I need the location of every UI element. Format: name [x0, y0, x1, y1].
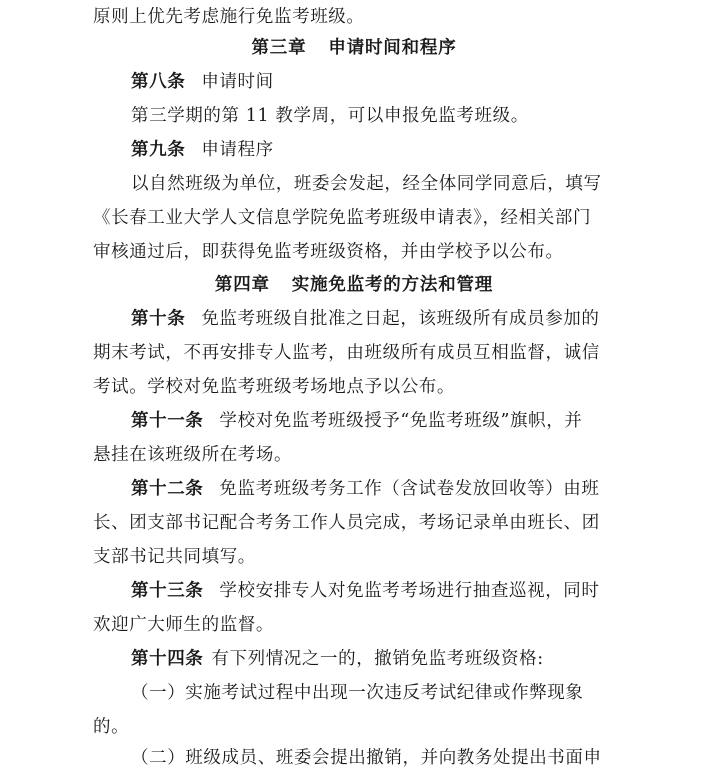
article-12 — [0, 472, 708, 506]
line-text: 以自然班级为单位，班委会发起，经全体同学同意后，填写 — [131, 174, 602, 194]
line-text: 长、团支部书记配合考务工作人员完成，考场记录单由班长、团 — [93, 513, 600, 533]
article-label: 第十一条 — [131, 411, 204, 431]
article-label: 第十条 — [131, 309, 186, 329]
line-text: 有下列情况之一的，撤销免监考班级资格: — [211, 649, 544, 669]
line-text: 考试。学校对免监考班级考场地点予以公布。 — [93, 377, 455, 397]
line-text: （一）实施考试过程中出现一次违反考试纪律或作弊现象 — [131, 683, 584, 703]
line-text: 学校安排专人对免监考考场进行抽查巡视，同时 — [219, 581, 600, 601]
paragraph-line — [0, 370, 708, 404]
line-text: 免监考班级自批准之日起，该班级所有成员参加的 — [201, 309, 600, 329]
paragraph-line — [0, 0, 708, 34]
line-text: 的。 — [93, 717, 130, 737]
line-text: 期末考试，不再安排专人监考，由班级所有成员互相监督，诚信 — [93, 343, 600, 363]
paragraph-line — [0, 506, 708, 540]
chapter-title: 申请时间和程序 — [328, 38, 457, 58]
article-label: 第十三条 — [131, 581, 204, 601]
article-label: 第九条 — [131, 140, 186, 160]
line-text: 申请程序 — [201, 140, 274, 160]
paragraph-line — [0, 741, 708, 775]
article-label: 第八条 — [131, 72, 186, 92]
chapter-heading-4 — [0, 268, 708, 302]
paragraph-line — [0, 676, 708, 710]
article-13 — [0, 574, 708, 608]
line-text: 欢迎广大师生的监督。 — [93, 615, 274, 635]
line-text: 申请时间 — [201, 72, 274, 92]
chapter-number: 第四章 — [214, 275, 270, 295]
article-8-heading — [0, 65, 708, 99]
article-label: 第十二条 — [131, 479, 204, 499]
line-text: 原则上优先考虑施行免监考班级。 — [93, 7, 365, 27]
line-text: 《长春工业大学人文信息学院免监考班级申请表》，经相关部门 — [93, 208, 592, 228]
paragraph-line — [0, 608, 708, 642]
article-11 — [0, 404, 708, 438]
paragraph-line — [0, 540, 708, 574]
article-9-heading — [0, 133, 708, 167]
line-text: 第三学期的第 11 教学周，可以申报免监考班级。 — [131, 106, 529, 126]
line-text: （二）班级成员、班委会提出撤销，并向教务处提出书面申 — [131, 748, 602, 768]
line-text: 悬挂在该班级所在考场。 — [93, 445, 293, 465]
chapter-number: 第三章 — [251, 38, 307, 58]
paragraph-line — [0, 710, 708, 744]
chapter-heading-3 — [0, 31, 708, 65]
paragraph-line — [0, 438, 708, 472]
paragraph-line — [0, 201, 708, 235]
chapter-title: 实施免监考的方法和管理 — [291, 275, 494, 295]
line-text: 免监考班级考务工作（含试卷发放回收等）由班 — [219, 479, 600, 499]
article-14 — [0, 642, 708, 676]
article-label: 第十四条 — [131, 649, 204, 669]
line-text: 审核通过后，即获得免监考班级资格，并由学校予以公布。 — [93, 242, 564, 262]
paragraph-line — [0, 167, 708, 201]
paragraph-line — [0, 235, 708, 269]
line-text: 学校对免监考班级授予“免监考班级”旗帜，并 — [219, 411, 583, 431]
paragraph-line — [0, 99, 708, 133]
line-text: 支部书记共同填写。 — [93, 547, 256, 567]
article-10 — [0, 302, 708, 336]
paragraph-line — [0, 336, 708, 370]
